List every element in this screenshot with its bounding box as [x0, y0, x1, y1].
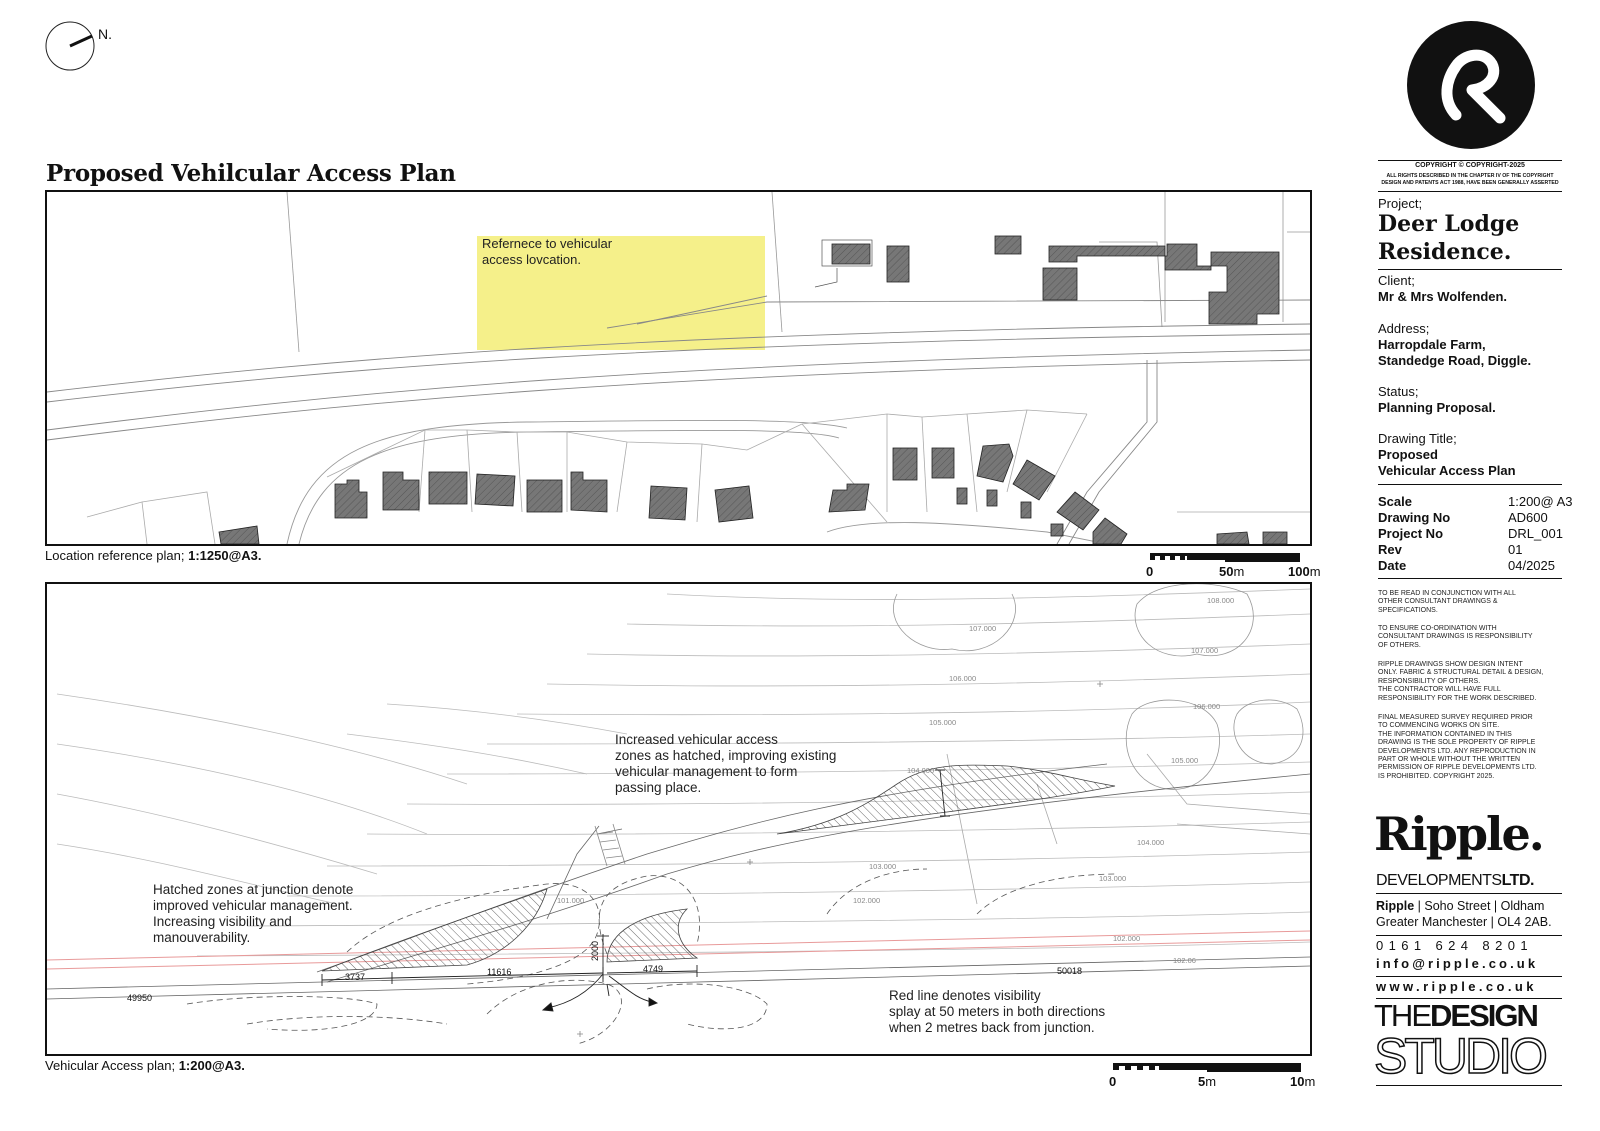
tb-note: FINAL MEASURED SURVEY REQUIRED PRIOR TO COMMENCING WORKS ON SITE. THE INFORMATION CONTAINED IN THIS DRAWING IS THE SOLE PROPERTY OF RIPPLE DEVELOPMENTS LTD. ANY REPRODUCTION IN PART OR WHOLE WITHOUT THE WRITTEN PERMISSION OF RIPPLE DEVELOPMENTS LTD. IS PROHIBITED. COPYRIGHT 2025.: [1378, 714, 1537, 780]
ripple-logo: [1406, 20, 1536, 150]
meta-row-rev: [1378, 542, 1588, 557]
address-line-b: Greater Manchester | OL4 2AB.: [1376, 915, 1552, 929]
drawing-title-label: Drawing Title;: [1378, 431, 1457, 446]
meta-row-date: [1378, 558, 1588, 573]
level-label: 106.000: [949, 674, 977, 683]
phone-number: 0161 624 8201: [1376, 938, 1533, 953]
level-label: 103.000: [869, 862, 897, 871]
website-link[interactable]: www.ripple.co.uk: [1376, 979, 1537, 994]
access-caption-scale: 1:200@A3.: [178, 1058, 245, 1073]
tb-rule: [1378, 191, 1562, 192]
tb-rule: [1376, 935, 1562, 936]
status-label: Status;: [1378, 384, 1419, 399]
access-scale-mid: 5m: [1198, 1074, 1217, 1089]
level-label: 106.000: [1193, 702, 1221, 711]
project-name-line-2: Residence.: [1378, 239, 1512, 265]
access-plan-drawing: [47, 584, 1310, 1054]
location-scale-mid: 50m: [1219, 564, 1245, 579]
tb-note: RIPPLE DRAWINGS SHOW DESIGN INTENT ONLY. FABRIC & STRUCTURAL DETAIL & DESIGN, RESPONSIBILITY OF OTHERS. THE CONTRACTOR WILL HAVE FULL RESPONSIBILITY FOR THE WORK DESCRIBED.: [1378, 661, 1544, 702]
location-caption-label: Location reference plan;: [45, 548, 185, 563]
note-junction: Hatched zones at junction denote improved vehicular management. Increasing visibility and manouverability.: [153, 882, 354, 945]
client-label: Client;: [1378, 273, 1415, 288]
meta-row-project-no: [1378, 526, 1588, 541]
tb-rule: [1378, 269, 1562, 270]
location-scale-zero: 0: [1146, 564, 1154, 579]
copyright-text: ALL RIGHTS DESCRIBED IN THE CHAPTER IV OF THE COPYRIGHT DESIGN AND PATENTS ACT 1988, HAVE BEEN GENERALLY ASSERTED: [1381, 173, 1559, 186]
level-label: 104.000: [1137, 838, 1165, 847]
location-plan-caption: [45, 548, 262, 563]
sheet-title: Proposed Vehilcular Access Plan: [46, 160, 456, 187]
level-label: 102.06: [1173, 956, 1196, 965]
note-passing-place: Increased vehicular access zones as hatched, improving existing vehicular management to form passing place.: [615, 732, 837, 795]
meta-value: AD600: [1508, 510, 1548, 525]
client-value: Mr & Mrs Wolfenden.: [1378, 289, 1508, 304]
dim-11616: 11616: [487, 967, 512, 977]
tb-note: TO ENSURE CO-ORDINATION WITH CONSULTANT DRAWINGS IS RESPONSIBILITY OF OTHERS.: [1378, 625, 1533, 649]
address-label: Address;: [1378, 321, 1430, 336]
location-highlight-note: Refernece to vehicular access lovcation.: [482, 236, 613, 267]
meta-value: 04/2025: [1508, 558, 1555, 573]
location-plan-frame: [45, 190, 1312, 546]
tb-rule: [1376, 1085, 1562, 1086]
dim-49950: 49950: [127, 993, 153, 1003]
meta-key: Scale: [1378, 494, 1412, 509]
meta-key: Rev: [1378, 542, 1402, 557]
drawing-title-line-2: Vehicular Access Plan: [1378, 463, 1516, 478]
address-line-a: Ripple | Soho Street | Oldham: [1376, 899, 1545, 913]
meta-row-drawing-no: [1378, 510, 1588, 525]
brand-name: Ripple.: [1374, 807, 1543, 861]
access-plan-frame: [45, 582, 1312, 1056]
dim-3737: 3737: [345, 972, 366, 982]
status-value: Planning Proposal.: [1378, 400, 1496, 415]
project-label: Project;: [1378, 196, 1423, 211]
level-label: 107.000: [1191, 646, 1219, 655]
address-line-1: Harropdale Farm,: [1378, 337, 1486, 352]
tb-rule: [1378, 484, 1562, 485]
tb-rule: [1376, 893, 1562, 894]
dim-2000: 2000: [590, 940, 601, 962]
access-plan-caption: [45, 1058, 245, 1073]
level-label: 102.000: [1113, 934, 1141, 943]
access-scale-zero: 0: [1109, 1074, 1117, 1089]
copyright-title: COPYRIGHT © COPYRIGHT-2025: [1415, 162, 1525, 169]
meta-key: Drawing No: [1378, 510, 1451, 525]
level-label: 104.000: [907, 766, 935, 775]
email-link[interactable]: info@ripple.co.uk: [1376, 956, 1539, 971]
north-arrow-icon: [44, 20, 124, 72]
meta-key: Date: [1378, 558, 1407, 573]
location-scale-end: 100m: [1288, 564, 1321, 579]
level-label: 107.000: [969, 624, 997, 633]
location-plan-drawing: [47, 192, 1310, 544]
location-caption-scale: 1:1250@A3.: [188, 548, 262, 563]
tb-rule: [1376, 976, 1562, 977]
project-name-line-1: Deer Lodge: [1378, 211, 1520, 237]
brand-subtitle: DEVELOPMENTSLTD.: [1376, 872, 1534, 889]
studio-logo-top: THEDESIGN: [1374, 998, 1537, 1033]
meta-row-scale: [1378, 494, 1588, 509]
dim-50018: 50018: [1057, 966, 1083, 976]
access-caption-label: Vehicular Access plan;: [45, 1058, 176, 1073]
tb-rule: [1378, 160, 1562, 161]
note-red-line: Red line denotes visibility splay at 50 meters in both directions when 2 metres back from junction.: [889, 988, 1106, 1035]
studio-logo-bottom: STUDIO: [1374, 1028, 1545, 1084]
drawing-title-line-1: Proposed: [1378, 447, 1438, 462]
dim-4749: 4749: [643, 964, 664, 974]
hatch-zone-junction-right: [607, 909, 697, 962]
north-label: N.: [98, 26, 112, 42]
level-label: 103.000: [1099, 874, 1127, 883]
level-label: 101.000: [557, 896, 585, 905]
meta-key: Project No: [1378, 526, 1444, 541]
address-line-2: Standedge Road, Diggle.: [1378, 353, 1532, 368]
tb-rule: [1378, 578, 1562, 579]
access-scale-end: 10m: [1290, 1074, 1316, 1089]
meta-value: 01: [1508, 542, 1523, 557]
tb-note: TO BE READ IN CONJUNCTION WITH ALL OTHER CONSULTANT DRAWINGS & SPECIFICATIONS.: [1378, 590, 1516, 614]
meta-value: 1:200@ A3: [1508, 494, 1573, 509]
level-label: 105.000: [929, 718, 957, 727]
level-label: 105.000: [1171, 756, 1199, 765]
level-label: 108.000: [1207, 596, 1235, 605]
level-label: 102.000: [853, 896, 881, 905]
meta-value: DRL_001: [1508, 526, 1563, 541]
